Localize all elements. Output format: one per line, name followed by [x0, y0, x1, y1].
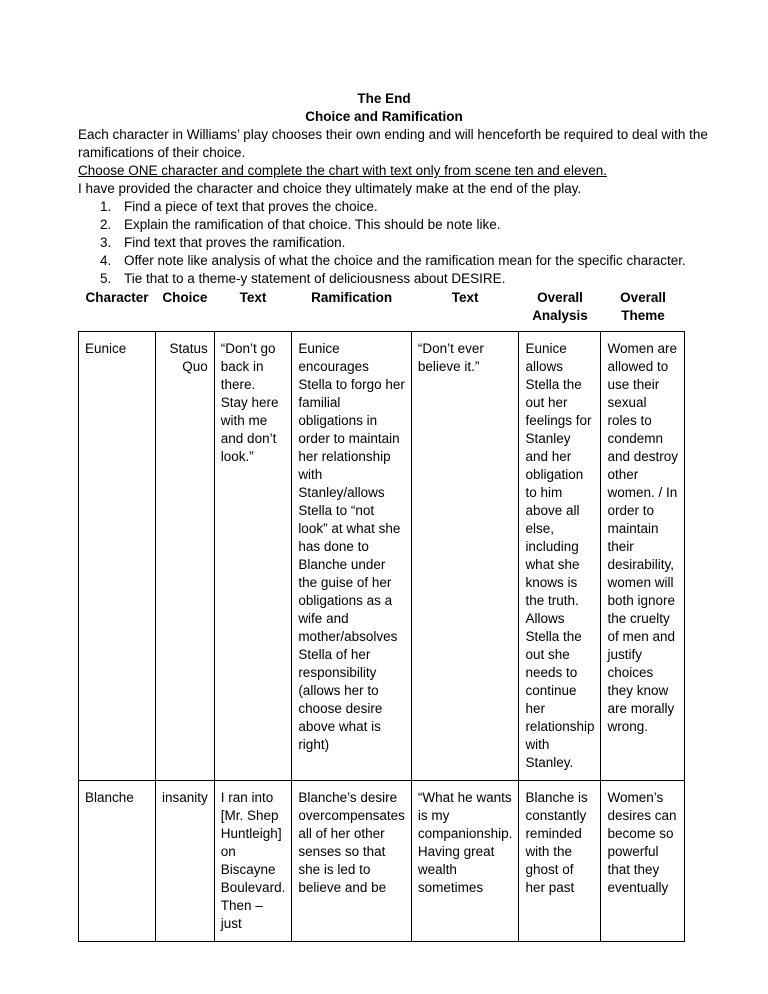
cell-ramification: Blanche’s desire overcompensates all of her other senses so that she is led to believe and be	[292, 781, 412, 942]
header-character: Character	[85, 290, 149, 305]
step-text: Explain the ramification of that choice. This should be note like.	[124, 217, 501, 232]
intro-paragraph: Each character in Williams’ play chooses their own ending and will henceforth be required to deal with the ramifications of their choice.	[78, 127, 708, 160]
header-text: Text	[239, 290, 267, 305]
header-overall-analysis: Overall Analysis	[532, 290, 588, 323]
cell-overall-theme: Women are allowed to use their sexual roles to condemn and destroy other women. / In order to maintain their desirability, women will both ignore the cruelty of men and justify choices they know are morally wrong.	[601, 332, 685, 781]
step-text: Tie that to a theme-y statement of deliciousness about DESIRE.	[124, 271, 506, 286]
step-number: 5.	[100, 271, 112, 286]
step-item	[78, 216, 718, 234]
cell-text-2: “What he wants is my companionship. Having great wealth sometimes	[411, 781, 519, 942]
header-overall-theme: Overall Theme	[620, 290, 666, 323]
title-block	[0, 90, 768, 126]
cell-overall-theme: Women’s desires can become so powerful that they eventually	[601, 781, 685, 942]
step-text: Offer note like analysis of what the choice and the ramification mean for the specific character.	[124, 253, 686, 268]
character-chart	[78, 288, 685, 942]
step-number: 2.	[100, 217, 112, 232]
header-choice: Choice	[162, 290, 208, 305]
cell-overall-analysis: Blanche is constantly reminded with the ghost of her past	[519, 781, 601, 942]
table-row	[79, 781, 685, 942]
intro-block	[78, 126, 718, 288]
table-row	[79, 332, 685, 781]
step-item	[78, 234, 718, 252]
step-item	[78, 252, 718, 270]
cell-overall-analysis: Eunice allows Stella the out her feelings for Stanley and her obligation to him above all else, including what she knows is the truth. Allows Stella the out she needs to continue her relationship with Stanley.	[519, 332, 601, 781]
page-title: The End	[357, 91, 411, 106]
step-text: Find text that proves the ramification.	[124, 235, 346, 250]
header-ramification: Ramification	[311, 290, 393, 305]
header-text-2: Text	[451, 290, 479, 305]
cell-text-2: “Don’t ever believe it.”	[411, 332, 519, 781]
cell-ramification: Eunice encourages Stella to forgo her familial obligations in order to maintain her relationship with Stanley/allows Stella to “not look” at what she has done to Blanche under the guise of her obligations as a wife and mother/absolves Stella of her responsibility (allows her to choose desire above what is right)	[292, 332, 412, 781]
header-row	[79, 288, 685, 332]
cell-text: “Don’t go back in there. Stay here with me and don’t look.”	[214, 332, 292, 781]
cell-choice: Status Quo	[156, 332, 215, 781]
cell-character: Blanche	[79, 781, 156, 942]
step-number: 4.	[100, 253, 112, 268]
step-item	[78, 270, 718, 288]
step-item	[78, 198, 718, 216]
step-text: Find a piece of text that proves the choice.	[124, 199, 378, 214]
cell-character: Eunice	[79, 332, 156, 781]
step-number: 3.	[100, 235, 112, 250]
cell-choice: insanity	[156, 781, 215, 942]
step-number: 1.	[100, 199, 112, 214]
page-subtitle: Choice and Ramification	[305, 109, 463, 124]
provided-note: I have provided the character and choice they ultimately make at the end of the play.	[78, 181, 582, 196]
instruction-underlined: Choose ONE character and complete the chart with text only from scene ten and eleven.	[78, 163, 608, 178]
cell-text: I ran into [Mr. Shep Huntleigh] on Biscayne Boulevard. Then – just	[214, 781, 292, 942]
steps-list	[78, 198, 718, 288]
